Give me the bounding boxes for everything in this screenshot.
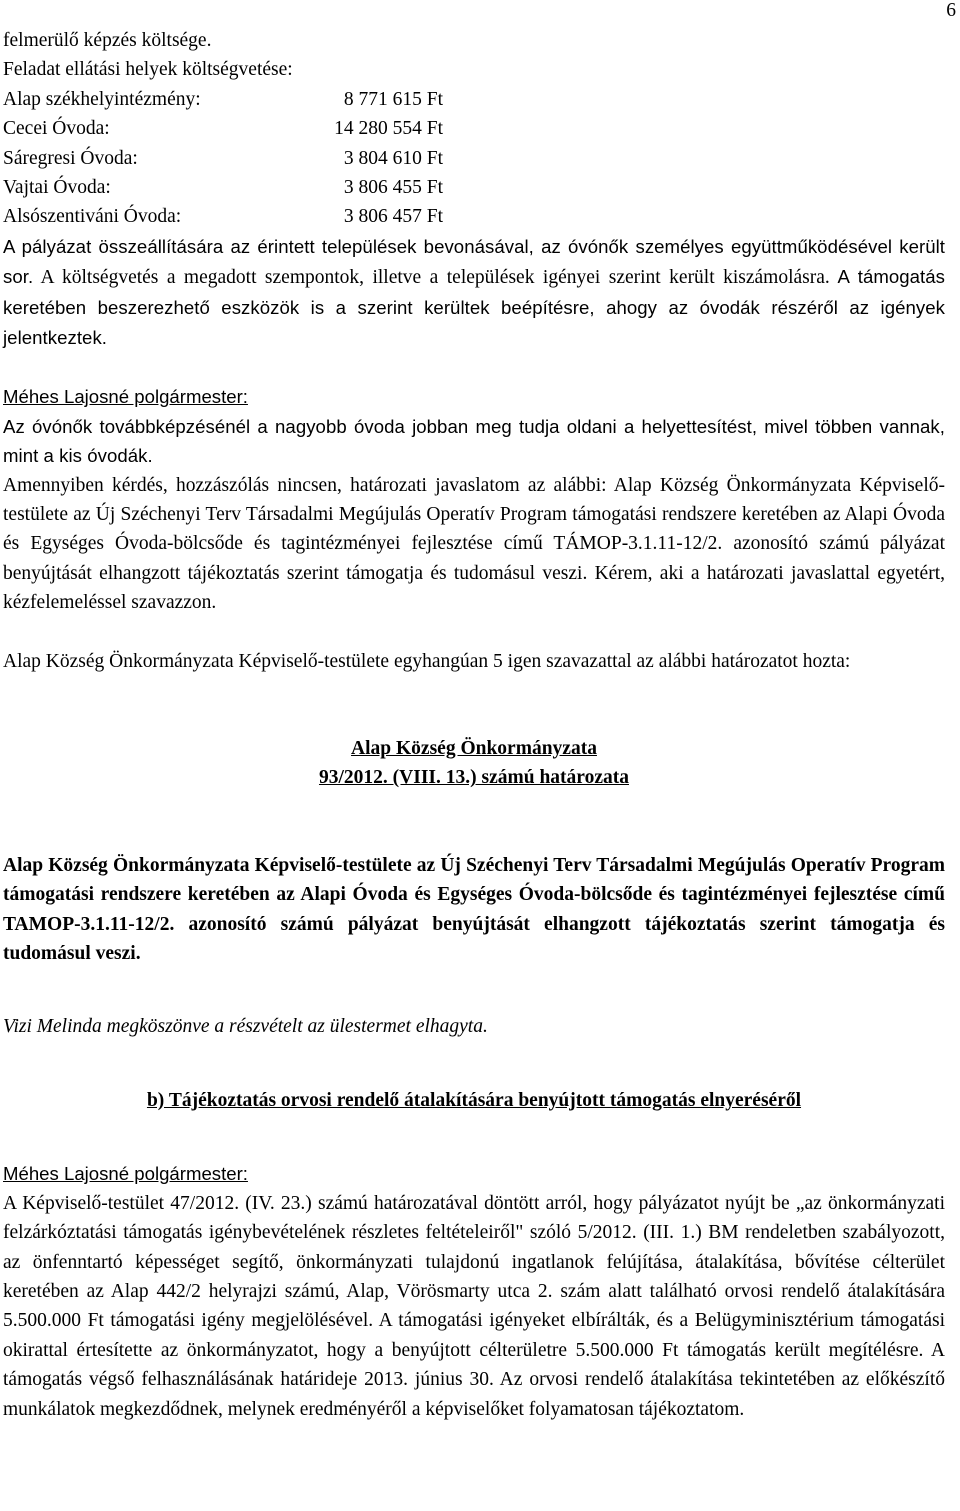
budget-row: [3, 144, 945, 173]
resolution-title: Alap Község Önkormányzata: [351, 738, 597, 760]
budget-row-name: Cecei Óvoda:: [3, 118, 110, 140]
paragraph-preparation: [3, 232, 945, 354]
paragraph-preparation-part-b: A költségvetés a megadott szempontok, illetve a települések igényei szerint került kiszámolásra.: [33, 267, 830, 289]
departure-note: Vizi Melinda megköszönve a részvételt az ülestermet elhagyta.: [3, 1016, 488, 1038]
budget-row-amount: 8 771 615 Ft: [343, 88, 443, 110]
budget-row-amount: 3 806 457 Ft: [343, 206, 443, 228]
budget-heading: Feladat ellátási helyek költségvetése:: [3, 59, 293, 81]
budget-row: [3, 173, 945, 202]
budget-row: [3, 114, 945, 143]
budget-row-amount: 3 806 455 Ft: [343, 176, 443, 198]
vote-result: Alap Község Önkormányzata Képviselő-testülete egyhangúan 5 igen szavazattal az alábbi határozatot hozta:: [3, 650, 851, 672]
budget-row-amount: 14 280 554 Ft: [334, 118, 443, 140]
budget-row: [3, 202, 945, 231]
paragraph-preparation-part-c: A támogatás keretében beszerezhető eszközök is a szerint kerültek beépítésre, ahogy az óvodák részéről az igények jelentkeztek.: [3, 266, 946, 348]
budget-row-name: Sáregresi Óvoda:: [3, 147, 138, 169]
resolution-proposal: Amennyiben kérdés, hozzászólás nincsen, határozati javaslatom az alábbi: Alap Község Önkormányzata Képviselő-testülete az Új Széchenyi Terv Társadalmi Megújulás Operatív Program támogatási rendszere keretében az Alapi Óvoda és Egységes Óvoda-bölcsőde és tagintézményei fejlesztése című TÁMOP-3.1.11-12/2. azonosító számú pályázat benyújtását elhangzott tájékoztatás szerint támogatja és tudomásul veszi. Kérem, aki a határozati javaslattal egyetért, kézfelemeléssel szavazzon.: [3, 474, 945, 614]
speaker-statement: Az óvónők továbbképzésénél a nagyobb óvoda jobban meg tudja oldani a helyettesítést, mivel többen vannak, mint a kis óvodák.: [3, 415, 945, 467]
resolution-body: Alap Község Önkormányzata Képviselő-testülete az Új Széchenyi Terv Társadalmi Megújulás Operatív Program támogatási rendszere keretében az Alapi Óvoda és Egységes Óvoda-bölcsőde és tagintézményei fejlesztése című TAMOP-3.1.11-12/2. azonosító számú pályázat benyújtását elhangzott tájékoztatás szerint támogatja és tudomásul veszi.: [3, 854, 945, 965]
speaker-name: Méhes Lajosné polgármester:: [3, 386, 248, 408]
budget-row-name: Alap székhelyintézmény:: [3, 88, 201, 110]
speaker-statement: A Képviselő-testület 47/2012. (IV. 23.) számú határozatával döntött arról, hogy pályázatot nyújt be „az önkormányzati felzárkóztatási támogatás igénybevételének részletes feltételeiről" szóló 5/2012. (III. 1.) BM rendeletben szabályozott, az önfenntartó képességet segítő, önkormányzati tulajdonú ingatlanok felújítása, átalakítása, bővítése célterület keretében az Alap 442/2 helyrajzi számú, Alap, Vörösmarty utca 2. szám alatt található orvosi rendelő átalakítására 5.500.000 Ft támogatási igény megjelölésével. A támogatási igényeket elbírálták, és a Belügyminisztérium támogatási okirattal értesítette az önkormányzatot, hogy a benyújtott célterületre 5.500.000 Ft támogatás került megítélésre. A támogatás végső felhasználásának határideje 2013. június 30. Az orvosi rendelő átalakítása tekintetében az előkészítő munkálatok megkezdődnek, melynek eredményéről a képviselőket folyamatosan tájékoztatom.: [3, 1192, 945, 1420]
section-b-heading: b) Tájékoztatás orvosi rendelő átalakítására benyújtott támogatás elnyeréséről: [146, 1089, 802, 1111]
resolution-number: 93/2012. (VIII. 13.) számú határozata: [318, 767, 629, 789]
budget-row-amount: 3 804 610 Ft: [343, 147, 443, 169]
budget-row: [3, 85, 945, 114]
document-page: [3, 26, 945, 1424]
budget-row-name: Alsószentiváni Óvoda:: [3, 206, 182, 228]
budget-row-name: Vajtai Óvoda:: [3, 176, 111, 198]
intro-line: felmerülő képzés költsége.: [3, 30, 212, 51]
page-number: 6: [946, 0, 956, 21]
budget-section: [3, 55, 945, 231]
speaker-name: Méhes Lajosné polgármester:: [3, 1163, 248, 1185]
paragraph-preparation-part-a: A pályázat összeállítására az érintett települések bevonásával, az óvónők személyes együttműködésével került sor.: [3, 235, 945, 288]
